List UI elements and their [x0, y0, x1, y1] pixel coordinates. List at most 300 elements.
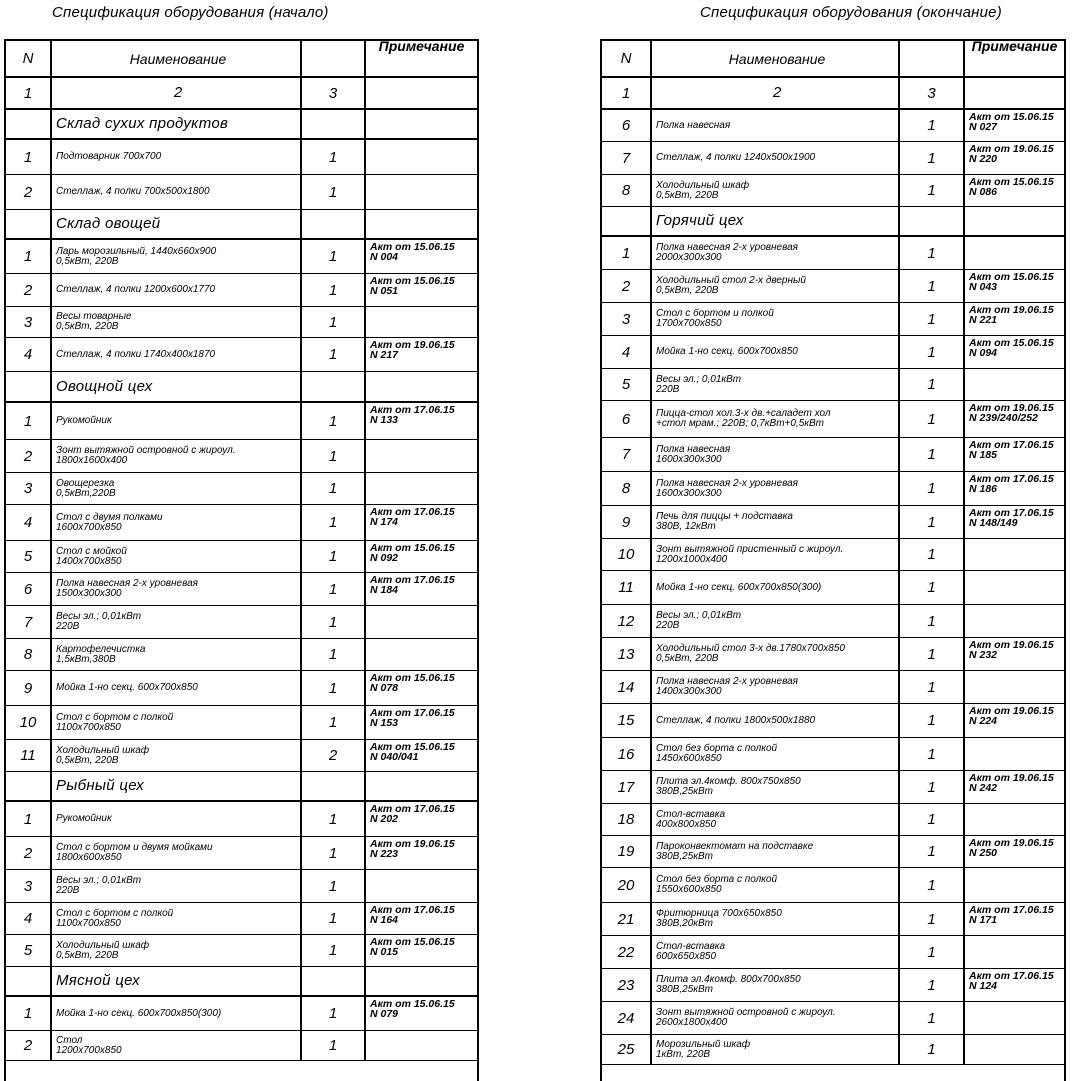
- header-number-cell: N: [602, 41, 652, 76]
- table-row: [6, 997, 477, 1031]
- row-number: 14: [602, 671, 652, 703]
- item-name: Ларь морозильный, 1440х660х900 0,5кВт, 220В: [52, 240, 302, 273]
- item-note: [366, 140, 477, 174]
- table-row: [6, 505, 477, 541]
- header-row: [6, 41, 477, 78]
- row-number: 3: [6, 870, 52, 902]
- section-number-cell: [6, 772, 52, 800]
- item-name: Морозильный шкаф 1кВт, 220В: [652, 1035, 900, 1064]
- item-quantity: 1: [900, 1002, 965, 1034]
- table-row: [6, 802, 477, 837]
- section-note-cell: [366, 772, 477, 800]
- table-row: [602, 270, 1064, 303]
- item-name: Стеллаж, 4 полки 1800х500х1880: [652, 704, 900, 737]
- item-note: [965, 539, 1064, 570]
- item-quantity: 1: [900, 704, 965, 737]
- table-row: [602, 605, 1064, 638]
- table-row: [6, 671, 477, 706]
- table-row: [602, 836, 1064, 868]
- item-name: Рукомойник: [52, 802, 302, 836]
- item-name: Пицца-стол хол.3-х дв.+саладет хол +стол мрам.; 220В; 0,7кВт+0,5кВт: [652, 401, 900, 437]
- section-qty-cell: [302, 210, 366, 238]
- row-number: 2: [602, 270, 652, 302]
- item-quantity: 1: [302, 573, 366, 605]
- item-note: Акт от 17.06.15 N 186: [969, 473, 1054, 495]
- item-note: Акт от 19.06.15 N 221: [969, 304, 1054, 326]
- section-qty-cell: [302, 772, 366, 800]
- table-row: [6, 140, 477, 175]
- row-number: 6: [602, 110, 652, 141]
- table-row: [602, 704, 1064, 738]
- item-note: Акт от 15.06.15 N 015: [370, 936, 455, 958]
- item-name: Стол с мойкой 1400х700х850: [52, 541, 302, 572]
- item-name: Стеллаж, 4 полки 700х500х1800: [52, 175, 302, 209]
- row-number: 6: [6, 573, 52, 605]
- item-quantity: 1: [900, 804, 965, 835]
- row-number: 5: [602, 369, 652, 400]
- item-note: Акт от 17.06.15 N 153: [370, 707, 455, 729]
- index-number-cell: 1: [6, 78, 52, 108]
- row-number: 18: [602, 804, 652, 835]
- table-row: [6, 541, 477, 573]
- item-name: Плита эл.4комф. 800х700х850 380В,25кВт: [652, 969, 900, 1001]
- row-number: 4: [6, 903, 52, 934]
- section-number-cell: [6, 967, 52, 995]
- item-name: Полка навесная 2-х уровневая 1400х300х300: [652, 671, 900, 703]
- column-index-row: [6, 78, 477, 110]
- item-name: Холодильный шкаф 0,5кВт, 220В: [652, 175, 900, 206]
- table-row: [602, 539, 1064, 571]
- row-number: 3: [602, 303, 652, 335]
- table-row: [6, 573, 477, 606]
- item-note: Акт от 15.06.15 N 051: [370, 275, 455, 297]
- item-note: Акт от 15.06.15 N 043: [969, 271, 1054, 293]
- row-number: 16: [602, 738, 652, 770]
- table-row: [602, 110, 1064, 142]
- row-number: 8: [602, 175, 652, 206]
- item-name: Стол без борта с полкой 1550х600х850: [652, 868, 900, 902]
- row-number: 22: [602, 936, 652, 968]
- item-name: Стол 1200х700х850: [52, 1031, 302, 1060]
- item-note: [965, 936, 1064, 968]
- item-quantity: 1: [900, 336, 965, 368]
- header-name-cell: Наименование: [652, 41, 900, 76]
- row-number: 2: [6, 1031, 52, 1060]
- item-name: Стол с бортом с полкой 1100х700х850: [52, 903, 302, 934]
- item-name: Стол с бортом с полкой 1100х700х850: [52, 706, 302, 739]
- table-row: [6, 606, 477, 639]
- row-number: 23: [602, 969, 652, 1001]
- item-quantity: 1: [900, 539, 965, 570]
- item-note: Акт от 19.06.15 N 220: [969, 143, 1054, 165]
- item-quantity: 1: [302, 338, 366, 371]
- item-name: Весы эл.; 0,01кВт 220В: [652, 605, 900, 637]
- section-row: [6, 372, 477, 403]
- table-row: [602, 303, 1064, 336]
- item-note: [366, 639, 477, 670]
- row-number: 17: [602, 771, 652, 803]
- item-name: Полка навесная 2-х уровневая 2000х300х300: [652, 237, 900, 269]
- section-title: Склад овощей: [52, 210, 302, 238]
- item-note: Акт от 15.06.15 N 078: [370, 672, 455, 694]
- item-name: Стеллаж, 4 полки 1240х500х1900: [652, 142, 900, 174]
- row-number: 24: [602, 1002, 652, 1034]
- table-row: [6, 403, 477, 440]
- item-name: Весы эл.; 0,01кВт 220В: [52, 870, 302, 902]
- row-number: 1: [6, 997, 52, 1030]
- item-name: Стол без борта с полкой 1450х600х850: [652, 738, 900, 770]
- item-note: [965, 369, 1064, 400]
- row-number: 7: [6, 606, 52, 638]
- row-number: 13: [602, 638, 652, 670]
- item-quantity: 1: [900, 671, 965, 703]
- table-row: [6, 740, 477, 772]
- item-quantity: 1: [302, 1031, 366, 1060]
- table-row: [6, 473, 477, 505]
- item-quantity: 1: [900, 270, 965, 302]
- item-name: Плита эл.4комф. 800х750х850 380В,25кВт: [652, 771, 900, 803]
- item-name: Картофелечистка 1,5кВт,380В: [52, 639, 302, 670]
- table-row: [602, 638, 1064, 671]
- item-note: [965, 868, 1064, 902]
- item-quantity: 1: [900, 969, 965, 1001]
- item-name: Холодильный шкаф 0,5кВт, 220В: [52, 935, 302, 966]
- row-number: 5: [6, 541, 52, 572]
- item-quantity: 1: [302, 403, 366, 439]
- section-note-cell: [366, 210, 477, 238]
- item-name: Стол-вставка 600х650х850: [652, 936, 900, 968]
- row-number: 9: [602, 506, 652, 538]
- row-number: 2: [6, 274, 52, 306]
- item-quantity: 1: [302, 440, 366, 472]
- row-number: 8: [6, 639, 52, 670]
- item-note: Акт от 17.06.15 N 164: [370, 904, 455, 926]
- item-quantity: 1: [900, 303, 965, 335]
- item-name: Стол с бортом и двумя мойками 1800х600х850: [52, 837, 302, 869]
- item-quantity: 1: [302, 837, 366, 869]
- section-number-cell: [6, 210, 52, 238]
- section-qty-cell: [302, 110, 366, 138]
- item-name: Рукомойник: [52, 403, 302, 439]
- row-number: 12: [602, 605, 652, 637]
- item-note: Акт от 17.06.15 N 202: [370, 803, 455, 825]
- header-note-cell: Примечание: [378, 41, 465, 54]
- item-name: Пароконвектомат на подставке 380В,25кВт: [652, 836, 900, 867]
- item-quantity: 1: [900, 472, 965, 505]
- item-note: Акт от 15.06.15 N 079: [370, 998, 455, 1020]
- row-number: 25: [602, 1035, 652, 1064]
- row-number: 9: [6, 671, 52, 705]
- table-row: [602, 1035, 1064, 1065]
- spec-table-right: [600, 39, 1066, 1081]
- item-quantity: 1: [900, 936, 965, 968]
- row-number: 19: [602, 836, 652, 867]
- section-row: [602, 207, 1064, 237]
- row-number: 5: [6, 935, 52, 966]
- item-quantity: 1: [302, 903, 366, 934]
- row-number: 3: [6, 473, 52, 504]
- item-note: [965, 571, 1064, 604]
- item-name: Весы эл.; 0,01кВт 220В: [52, 606, 302, 638]
- table-row: [6, 307, 477, 338]
- item-quantity: 1: [900, 110, 965, 141]
- table-row: [6, 706, 477, 740]
- item-name: Мойка 1-но секц. 600х700х850(300): [652, 571, 900, 604]
- section-row: [6, 967, 477, 997]
- item-quantity: 1: [900, 237, 965, 269]
- item-name: Зонт вытяжной пристенный с жироул. 1200х1000х400: [652, 539, 900, 570]
- item-quantity: 1: [302, 802, 366, 836]
- item-quantity: 1: [900, 836, 965, 867]
- item-name: Полка навесная 1600х300х300: [652, 438, 900, 471]
- item-note: Акт от 15.06.15 N 040/041: [370, 741, 455, 763]
- item-note: [965, 738, 1064, 770]
- row-number: 15: [602, 704, 652, 737]
- table-row: [602, 571, 1064, 605]
- row-number: 21: [602, 903, 652, 935]
- table-row: [602, 369, 1064, 401]
- row-number: 4: [602, 336, 652, 368]
- item-quantity: 1: [302, 140, 366, 174]
- row-number: 1: [6, 240, 52, 273]
- item-quantity: 1: [900, 738, 965, 770]
- row-number: 2: [6, 175, 52, 209]
- table-row: [602, 1002, 1064, 1035]
- table-row: [6, 274, 477, 307]
- row-number: 7: [602, 438, 652, 471]
- item-quantity: 1: [302, 307, 366, 337]
- table-row: [602, 506, 1064, 539]
- item-quantity: 1: [900, 868, 965, 902]
- item-name: Полка навесная 2-х уровневая 1600х300х300: [652, 472, 900, 505]
- item-quantity: 1: [302, 541, 366, 572]
- section-qty-cell: [900, 207, 965, 235]
- header-qty-cell: [302, 41, 366, 76]
- item-note: [965, 804, 1064, 835]
- item-note: Акт от 15.06.15 N 004: [370, 241, 455, 263]
- index-qty-cell: 3: [302, 78, 366, 108]
- index-name-cell: 2: [652, 78, 900, 108]
- section-row: [6, 210, 477, 240]
- item-quantity: 1: [900, 369, 965, 400]
- table-row: [602, 804, 1064, 836]
- item-note: [965, 1002, 1064, 1034]
- row-number: 1: [6, 140, 52, 174]
- section-number-cell: [6, 372, 52, 401]
- item-name: Стол с двумя полками 1600х700х850: [52, 505, 302, 540]
- table-row: [602, 237, 1064, 270]
- item-note: [366, 175, 477, 209]
- item-note: [366, 307, 477, 337]
- section-title: Склад сухих продуктов: [52, 110, 302, 138]
- item-note: Акт от 17.06.15 N 185: [969, 439, 1054, 461]
- item-quantity: 1: [900, 506, 965, 538]
- header-number-cell: N: [6, 41, 52, 76]
- row-number: 3: [6, 307, 52, 337]
- header-name-cell: Наименование: [52, 41, 302, 76]
- section-number-cell: [602, 207, 652, 235]
- item-note: Акт от 17.06.15 N 174: [370, 506, 455, 528]
- item-name: Полка навесная: [652, 110, 900, 141]
- row-number: 2: [6, 837, 52, 869]
- item-quantity: 1: [302, 706, 366, 739]
- item-quantity: 1: [302, 505, 366, 540]
- item-name: Подтоварник 700х700: [52, 140, 302, 174]
- row-number: 1: [6, 802, 52, 836]
- row-number: 10: [6, 706, 52, 739]
- item-quantity: 1: [900, 142, 965, 174]
- item-quantity: 1: [900, 175, 965, 206]
- table-row: [602, 472, 1064, 506]
- row-number: 2: [6, 440, 52, 472]
- item-name: Полка навесная 2-х уровневая 1500х300х300: [52, 573, 302, 605]
- section-note-cell: [366, 967, 477, 995]
- index-qty-cell: 3: [900, 78, 965, 108]
- table-row: [602, 336, 1064, 369]
- item-quantity: 1: [900, 605, 965, 637]
- item-quantity: 1: [302, 274, 366, 306]
- item-note: Акт от 19.06.15 N 217: [370, 339, 455, 361]
- column-index-row: [602, 78, 1064, 110]
- item-note: [366, 440, 477, 472]
- item-note: Акт от 19.06.15 N 239/240/252: [969, 402, 1054, 424]
- item-note: Акт от 17.06.15 N 124: [969, 970, 1054, 992]
- index-number-cell: 1: [602, 78, 652, 108]
- item-name: Холодильный стол 2-х дверный 0,5кВт, 220В: [652, 270, 900, 302]
- item-quantity: 1: [302, 473, 366, 504]
- index-name-cell: 2: [52, 78, 302, 108]
- item-name: Стол-вставка 400х800х850: [652, 804, 900, 835]
- item-note: [965, 605, 1064, 637]
- item-note: [366, 473, 477, 504]
- table-row: [6, 870, 477, 903]
- item-note: Акт от 17.06.15 N 133: [370, 404, 455, 426]
- item-quantity: 1: [900, 903, 965, 935]
- item-quantity: 1: [302, 935, 366, 966]
- section-qty-cell: [302, 372, 366, 401]
- table-row: [602, 142, 1064, 175]
- item-name: Мойка 1-но секц. 600х700х850: [52, 671, 302, 705]
- table-row: [602, 438, 1064, 472]
- table-row: [6, 175, 477, 210]
- table-row: [602, 401, 1064, 438]
- table-row: [602, 903, 1064, 936]
- item-quantity: 1: [900, 571, 965, 604]
- table-row: [602, 868, 1064, 903]
- table-row: [6, 639, 477, 671]
- section-title: Мясной цех: [52, 967, 302, 995]
- item-note: Акт от 17.06.15 N 171: [969, 904, 1054, 926]
- item-note: Акт от 15.06.15 N 086: [969, 176, 1054, 198]
- header-row: [602, 41, 1064, 78]
- item-note: Акт от 19.06.15 N 223: [370, 838, 455, 860]
- row-number: 11: [602, 571, 652, 604]
- table-row: [602, 936, 1064, 969]
- item-quantity: 1: [302, 240, 366, 273]
- item-note: [965, 1035, 1064, 1064]
- table-row: [6, 240, 477, 274]
- row-number: 10: [602, 539, 652, 570]
- section-title: Овощной цех: [52, 372, 302, 401]
- table-row: [6, 1031, 477, 1061]
- item-name: Мойка 1-но секц. 600х700х850(300): [52, 997, 302, 1030]
- table-row: [602, 738, 1064, 771]
- item-note: [366, 870, 477, 902]
- item-name: Весы эл.; 0,01кВт 220В: [652, 369, 900, 400]
- row-number: 4: [6, 505, 52, 540]
- item-quantity: 1: [302, 671, 366, 705]
- row-number: 1: [6, 403, 52, 439]
- item-name: Стеллаж, 4 полки 1200х600х1770: [52, 274, 302, 306]
- item-quantity: 2: [302, 740, 366, 771]
- item-quantity: 1: [900, 638, 965, 670]
- table-row: [602, 969, 1064, 1002]
- item-name: Фритюрница 700х650х850 380В,20кВт: [652, 903, 900, 935]
- section-row: [6, 772, 477, 802]
- item-note: [366, 606, 477, 638]
- section-row: [6, 110, 477, 140]
- section-note-cell: [366, 372, 477, 401]
- left-sheet-title: Спецификация оборудования (начало): [52, 4, 329, 21]
- item-quantity: 1: [900, 401, 965, 437]
- item-quantity: 1: [302, 175, 366, 209]
- item-name: Овощерезка 0,5кВт,220В: [52, 473, 302, 504]
- header-qty-cell: [900, 41, 965, 76]
- item-note: Акт от 17.06.15 N 148/149: [969, 507, 1054, 529]
- table-row: [6, 837, 477, 870]
- item-note: Акт от 15.06.15 N 092: [370, 542, 455, 564]
- table-row: [602, 175, 1064, 207]
- item-quantity: 1: [900, 771, 965, 803]
- item-note: Акт от 17.06.15 N 184: [370, 574, 455, 596]
- item-quantity: 1: [302, 870, 366, 902]
- section-note-cell: [366, 110, 477, 138]
- table-row: [6, 935, 477, 967]
- item-quantity: 1: [302, 639, 366, 670]
- item-quantity: 1: [900, 438, 965, 471]
- index-note-cell: [965, 78, 1064, 108]
- table-row: [602, 671, 1064, 704]
- item-note: Акт от 15.06.15 N 027: [969, 111, 1054, 133]
- item-quantity: 1: [302, 997, 366, 1030]
- item-note: [366, 1031, 477, 1060]
- row-number: 4: [6, 338, 52, 371]
- item-name: Весы товарные 0,5кВт, 220В: [52, 307, 302, 337]
- spec-table-left: [4, 39, 479, 1081]
- section-number-cell: [6, 110, 52, 138]
- row-number: 7: [602, 142, 652, 174]
- item-name: Мойка 1-но секц. 600х700х850: [652, 336, 900, 368]
- row-number: 8: [602, 472, 652, 505]
- item-note: [965, 671, 1064, 703]
- item-name: Зонт вытяжной островной с жироул. 2600х1800х400: [652, 1002, 900, 1034]
- header-note-cell: Примечание: [971, 41, 1058, 54]
- table-row: [6, 440, 477, 473]
- row-number: 6: [602, 401, 652, 437]
- item-note: Акт от 19.06.15 N 242: [969, 772, 1054, 794]
- section-title: Горячий цех: [652, 207, 900, 235]
- row-number: 1: [602, 237, 652, 269]
- item-note: [965, 237, 1064, 269]
- index-note-cell: [366, 78, 477, 108]
- item-note: Акт от 19.06.15 N 250: [969, 837, 1054, 859]
- row-number: 11: [6, 740, 52, 771]
- item-name: Стеллаж, 4 полки 1740х400х1870: [52, 338, 302, 371]
- item-note: Акт от 19.06.15 N 232: [969, 639, 1054, 661]
- item-quantity: 1: [302, 606, 366, 638]
- section-title: Рыбный цех: [52, 772, 302, 800]
- item-note: Акт от 15.06.15 N 094: [969, 337, 1054, 359]
